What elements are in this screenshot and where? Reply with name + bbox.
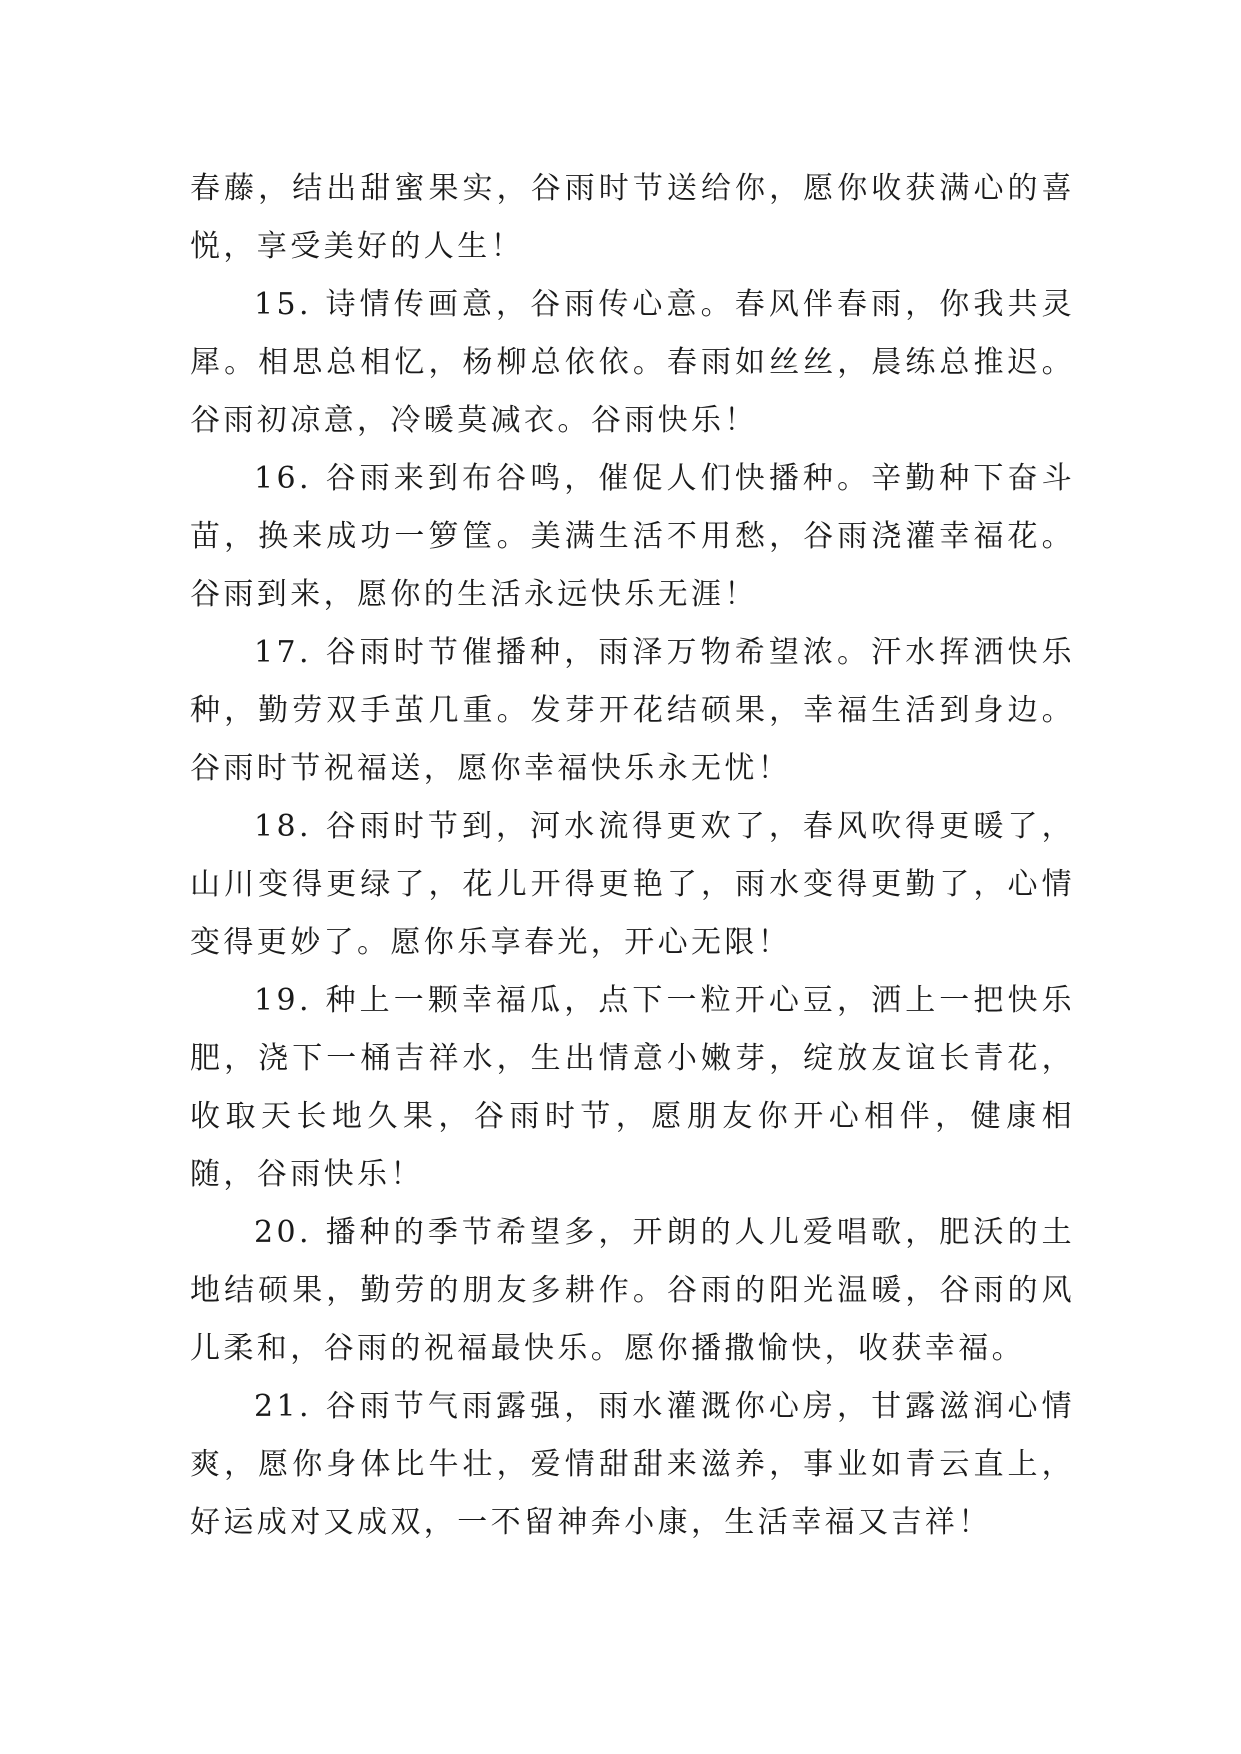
paragraph-17	[190, 624, 1075, 798]
paragraph-text: 种上一颗幸福瓜，点下一粒开心豆，洒上一把快乐肥，浇下一桶吉祥水，生出情意小嫩芽，绽放友谊长青花，收取天长地久果，谷雨时节，愿朋友你开心相伴，健康相随，谷雨快乐！	[190, 983, 1075, 1192]
paragraph-number: 21.	[254, 1389, 312, 1424]
paragraph-text: 诗情传画意，谷雨传心意。春风伴春雨，你我共灵犀。相思总相忆，杨柳总依依。春雨如丝丝，晨练总推迟。谷雨初凉意，冷暖莫减衣。谷雨快乐！	[190, 287, 1075, 438]
paragraph-text: 春藤，结出甜蜜果实，谷雨时节送给你，愿你收获满心的喜悦，享受美好的人生！	[190, 171, 1075, 264]
paragraph-19	[190, 972, 1075, 1204]
paragraph-16	[190, 450, 1075, 624]
paragraph-text: 谷雨来到布谷鸣，催促人们快播种。辛勤种下奋斗苗，换来成功一箩筐。美满生活不用愁，谷雨浇灌幸福花。谷雨到来，愿你的生活永远快乐无涯！	[190, 461, 1075, 612]
document-body	[190, 160, 1075, 1552]
paragraph-text: 谷雨时节催播种，雨泽万物希望浓。汗水挥洒快乐种，勤劳双手茧几重。发芽开花结硕果，幸福生活到身边。谷雨时节祝福送，愿你幸福快乐永无忧！	[190, 635, 1075, 786]
paragraph-18	[190, 798, 1075, 972]
paragraph-number: 15.	[254, 287, 312, 322]
paragraph-20	[190, 1204, 1075, 1378]
paragraph-text: 谷雨节气雨露强，雨水灌溉你心房，甘露滋润心情爽，愿你身体比牛壮，爱情甜甜来滋养，事业如青云直上，好运成对又成双，一不留神奔小康，生活幸福又吉祥！	[190, 1389, 1075, 1540]
paragraph-21	[190, 1378, 1075, 1552]
paragraph-number: 19.	[254, 983, 312, 1018]
paragraph-continuation	[190, 160, 1075, 276]
paragraph-text: 播种的季节希望多，开朗的人儿爱唱歌，肥沃的土地结硕果，勤劳的朋友多耕作。谷雨的阳光温暖，谷雨的风儿柔和，谷雨的祝福最快乐。愿你播撒愉快，收获幸福。	[190, 1215, 1075, 1366]
paragraph-number: 18.	[254, 809, 312, 844]
paragraph-text: 谷雨时节到，河水流得更欢了，春风吹得更暖了，山川变得更绿了，花儿开得更艳了，雨水变得更勤了，心情变得更妙了。愿你乐享春光，开心无限！	[190, 809, 1075, 960]
paragraph-number: 20.	[254, 1215, 312, 1250]
paragraph-15	[190, 276, 1075, 450]
paragraph-number: 17.	[254, 635, 312, 670]
paragraph-number: 16.	[254, 461, 312, 496]
